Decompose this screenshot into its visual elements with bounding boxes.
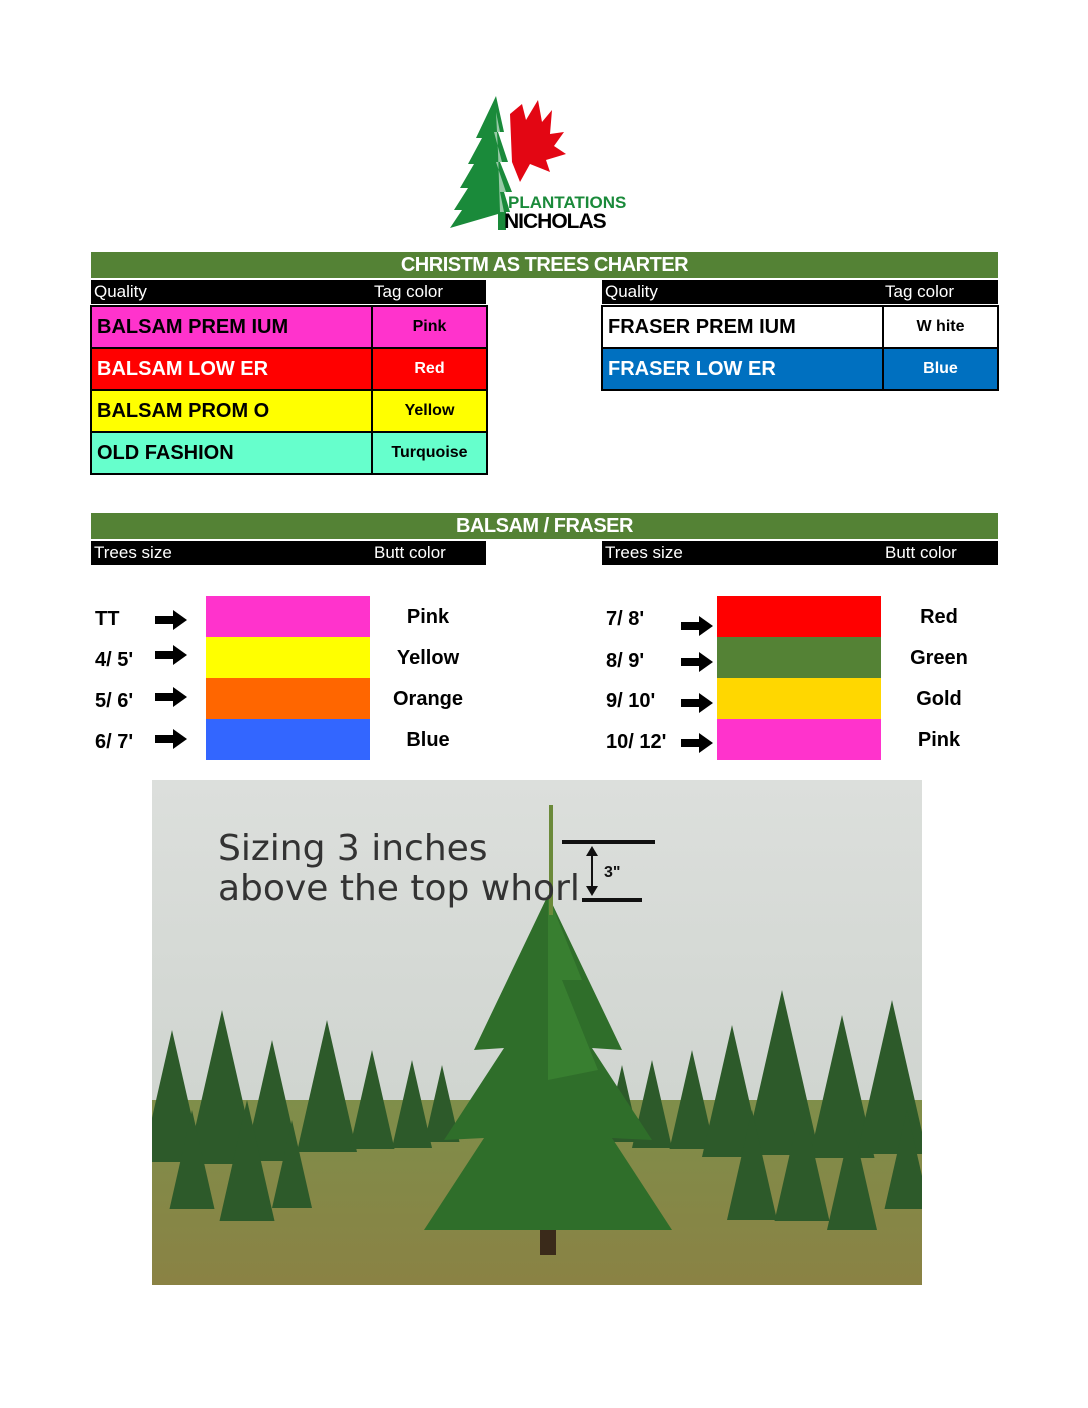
quality-name: BALSAM LOW ER: [91, 348, 372, 390]
fraser-tree-size: 9/ 10': [606, 690, 656, 712]
balsam-butt-color-name: Orange: [392, 688, 464, 710]
butt-header-label: Butt color: [885, 543, 957, 562]
fraser-quality-row: [602, 348, 998, 390]
balsam-size-header: [91, 541, 486, 565]
fraser-size-header: [602, 541, 998, 565]
balsam-tree-size: 4/ 5': [95, 649, 134, 671]
fraser-quality-header: [602, 280, 998, 304]
balsam-quality-table: [90, 305, 488, 475]
balsam-quality-row: [91, 306, 487, 348]
photo-caption-line-2: above the top whorl: [218, 868, 580, 909]
tag-header-label: Tag color: [374, 282, 443, 301]
tag-color: Pink: [372, 306, 487, 348]
charter-title: CHRISTM AS TREES CHARTER: [400, 254, 689, 276]
arrow-right-icon: [681, 616, 713, 636]
fraser-quality-row: [602, 306, 998, 348]
tree-field-illustration: [152, 780, 922, 1285]
fraser-butt-color-swatch: [717, 678, 881, 719]
quality-header-label: Quality: [605, 282, 658, 301]
logo-line-1: PLANTATIONS: [508, 193, 627, 212]
quality-name: FRASER PREM IUM: [602, 306, 883, 348]
fraser-tree-size: 7/ 8': [606, 608, 645, 630]
arrow-right-icon: [155, 645, 187, 665]
balsam-butt-color-swatch: [206, 678, 370, 719]
balsam-tree-size: TT: [95, 608, 120, 630]
fraser-butt-color-swatch: [717, 596, 881, 637]
tag-color: W hite: [883, 306, 998, 348]
arrow-right-icon: [681, 693, 713, 713]
plantations-nicholas-logo: [440, 92, 640, 234]
size-header-label: Trees size: [605, 543, 683, 562]
arrow-right-icon: [681, 652, 713, 672]
charter-title-bar: [91, 252, 998, 278]
balsam-tree-size: 5/ 6': [95, 690, 134, 712]
fraser-butt-color-name: Green: [910, 647, 968, 669]
tree-sizing-photo: [152, 780, 922, 1285]
photo-caption-line-1: Sizing 3 inches: [218, 828, 488, 869]
fraser-butt-color-swatch: [717, 719, 881, 760]
fraser-butt-color-swatch: [717, 637, 881, 678]
balsam-butt-color-name: Pink: [406, 606, 450, 628]
balsam-butt-color-swatch: [206, 596, 370, 637]
arrow-right-icon: [155, 729, 187, 749]
quality-name: OLD FASHION: [91, 432, 372, 474]
tag-color: Blue: [883, 348, 998, 390]
balsam-quality-row: [91, 432, 487, 474]
quality-header-label: Quality: [94, 282, 147, 301]
fraser-butt-color-name: Gold: [916, 688, 962, 710]
arrow-right-icon: [155, 687, 187, 707]
quality-name: BALSAM PROM O: [91, 390, 372, 432]
size-header-label: Trees size: [94, 543, 172, 562]
balsam-butt-color-name: Blue: [406, 729, 450, 751]
sizes-title: BALSAM / FRASER: [456, 515, 633, 537]
tag-color: Turquoise: [372, 432, 487, 474]
arrow-right-icon: [681, 733, 713, 753]
arrow-right-icon: [155, 610, 187, 630]
balsam-butt-color-swatch: [206, 719, 370, 760]
butt-header-label: Butt color: [374, 543, 446, 562]
fraser-tree-size: 10/ 12': [606, 731, 667, 753]
tag-color: Yellow: [372, 390, 487, 432]
logo-line-2: NICHOLAS: [504, 210, 606, 233]
fraser-butt-color-name: Red: [920, 606, 958, 628]
balsam-butt-color-swatch: [206, 637, 370, 678]
fraser-butt-color-name: Pink: [917, 729, 961, 751]
balsam-tree-size: 6/ 7': [95, 731, 134, 753]
sizes-title-bar: [91, 513, 998, 539]
balsam-quality-header: [91, 280, 486, 304]
quality-name: BALSAM PREM IUM: [91, 306, 372, 348]
fraser-quality-table: [601, 305, 999, 391]
fraser-tree-size: 8/ 9': [606, 650, 645, 672]
balsam-quality-row: [91, 390, 487, 432]
quality-name: FRASER LOW ER: [602, 348, 883, 390]
balsam-quality-row: [91, 348, 487, 390]
measure-label: 3": [604, 864, 621, 881]
tag-header-label: Tag color: [885, 282, 954, 301]
tag-color: Red: [372, 348, 487, 390]
maple-leaf-icon: [510, 100, 566, 182]
balsam-butt-color-name: Yellow: [396, 647, 460, 669]
